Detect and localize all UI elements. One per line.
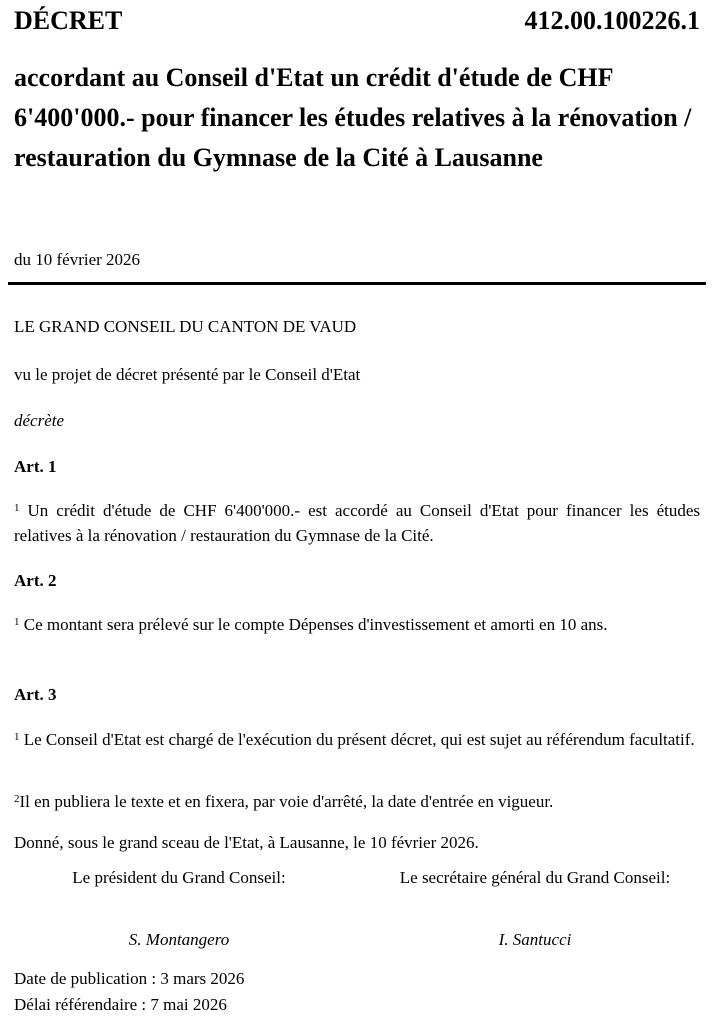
paragraph-number: 1 — [14, 616, 20, 628]
given-under-seal: Donné, sous le grand sceau de l'Etat, à Lausanne, le 10 février 2026. — [14, 833, 479, 852]
document-kind: DÉCRET — [14, 6, 123, 35]
decree-title: accordant au Conseil d'Etat un crédit d'étude de CHF 6'400'000.- pour financer les études relatives à la rénovation / restauration du Gymnase de la Cité à Lausanne — [14, 63, 692, 172]
secretary-role: Le secrétaire général du Grand Conseil: — [399, 868, 671, 887]
decree-date: du 10 février 2026 — [14, 250, 141, 269]
preamble: vu le projet de décret présenté par le Conseil d'Etat — [14, 365, 361, 384]
paragraph-text: Ce montant sera prélevé sur le compte Dépenses d'investissement et amorti en 10 ans. — [23, 615, 608, 634]
president-role: Le président du Grand Conseil: — [72, 868, 286, 887]
article-1-heading: Art. 1 — [14, 457, 57, 476]
decree-word: décrète — [14, 411, 65, 430]
header-divider — [8, 282, 706, 285]
article-3-heading: Art. 3 — [14, 685, 57, 704]
article-2-paragraph-1 — [14, 612, 700, 637]
publication-date: Date de publication : 3 mars 2026 — [14, 969, 245, 988]
paragraph-number: 1 — [14, 731, 20, 743]
paragraph-text: Un crédit d'étude de CHF 6'400'000.- est accordé au Conseil d'Etat pour financer les études relatives à la rénovation / restauration du Gymnase de la Cité. — [14, 501, 700, 545]
secretary-signature: I. Santucci — [498, 930, 572, 949]
document-reference: 412.00.100226.1 — [524, 6, 700, 35]
referendum-deadline: Délai référendaire : 7 mai 2026 — [14, 995, 227, 1014]
article-3-paragraph-2 — [14, 789, 700, 814]
paragraph-number: 2 — [14, 793, 20, 805]
president-signature: S. Montangero — [128, 930, 230, 949]
article-3-paragraph-1 — [14, 727, 700, 752]
paragraph-number: 1 — [14, 502, 20, 514]
article-2-heading: Art. 2 — [14, 571, 57, 590]
authority-line: LE GRAND CONSEIL DU CANTON DE VAUD — [14, 317, 357, 336]
document-header — [14, 6, 700, 40]
paragraph-text: Le Conseil d'Etat est chargé de l'exécution du présent décret, qui est sujet au référendum facultatif. — [23, 730, 695, 749]
article-1-paragraph-1 — [14, 498, 700, 548]
paragraph-text: Il en publiera le texte et en fixera, par voie d'arrêté, la date d'entrée en vigueur. — [19, 792, 554, 811]
